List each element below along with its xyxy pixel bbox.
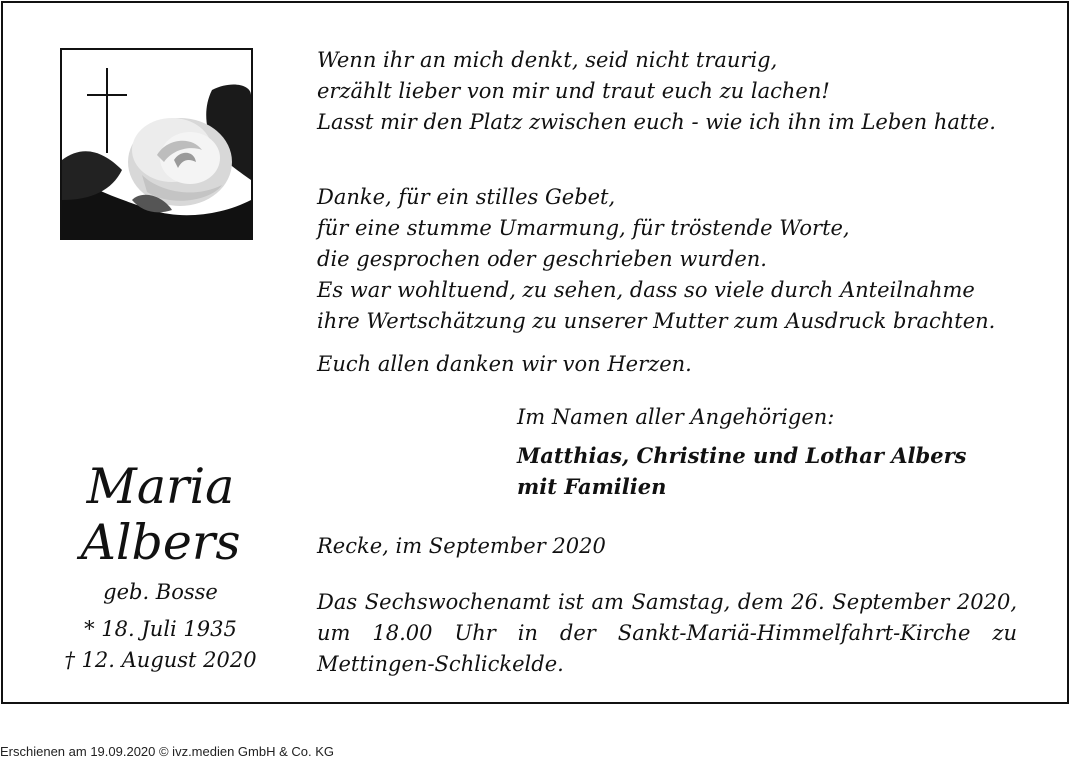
deceased-last-name: Albers: [80, 514, 241, 571]
thanks-line: ihre Wertschätzung zu unserer Mutter zum Ausdruck brachten.: [317, 309, 996, 333]
maiden-name: geb. Bosse: [103, 580, 218, 604]
signature-intro: Im Namen aller Angehörigen:: [517, 405, 835, 429]
death-date: † 12. August 2020: [64, 648, 257, 672]
closing-line: Euch allen danken wir von Herzen.: [317, 352, 692, 376]
obituary-notice: [1, 1, 1069, 704]
poem-line: erzählt lieber von mir und traut euch zu lachen!: [317, 79, 830, 103]
deceased-info: [33, 459, 288, 676]
thanks-text: [317, 182, 995, 337]
service-announcement: Das Sechswochenamt ist am Samstag, dem 26. September 2020, um 18.00 Uhr in der Sankt-Mariä-Himmelfahrt-Kirche zu Mettingen-Schlickelde.: [317, 590, 1017, 676]
publication-footer: Erschienen am 19.09.2020 © ivz.medien GmbH & Co. KG: [0, 744, 335, 759]
memorial-photo: [60, 48, 253, 240]
place-date: Recke, im September 2020: [317, 534, 606, 558]
signature-names: [517, 440, 966, 502]
birth-date: * 18. Juli 1935: [84, 617, 237, 641]
thanks-line: die gesprochen oder geschrieben wurden.: [317, 247, 767, 271]
poem-line: Lasst mir den Platz zwischen euch - wie ich ihn im Leben hatte.: [317, 110, 996, 134]
thanks-line: für eine stumme Umarmung, für tröstende Worte,: [317, 216, 850, 240]
signature-names-line: mit Familien: [517, 474, 667, 499]
thanks-line: Danke, für ein stilles Gebet,: [317, 185, 616, 209]
thanks-line: Es war wohltuend, zu sehen, dass so viele durch Anteilnahme: [317, 278, 975, 302]
deceased-first-name: Maria: [86, 458, 235, 515]
poem-line: Wenn ihr an mich denkt, seid nicht traurig,: [317, 48, 778, 72]
signature-names-line: Matthias, Christine und Lothar Albers: [517, 443, 967, 468]
poem: [317, 45, 996, 138]
